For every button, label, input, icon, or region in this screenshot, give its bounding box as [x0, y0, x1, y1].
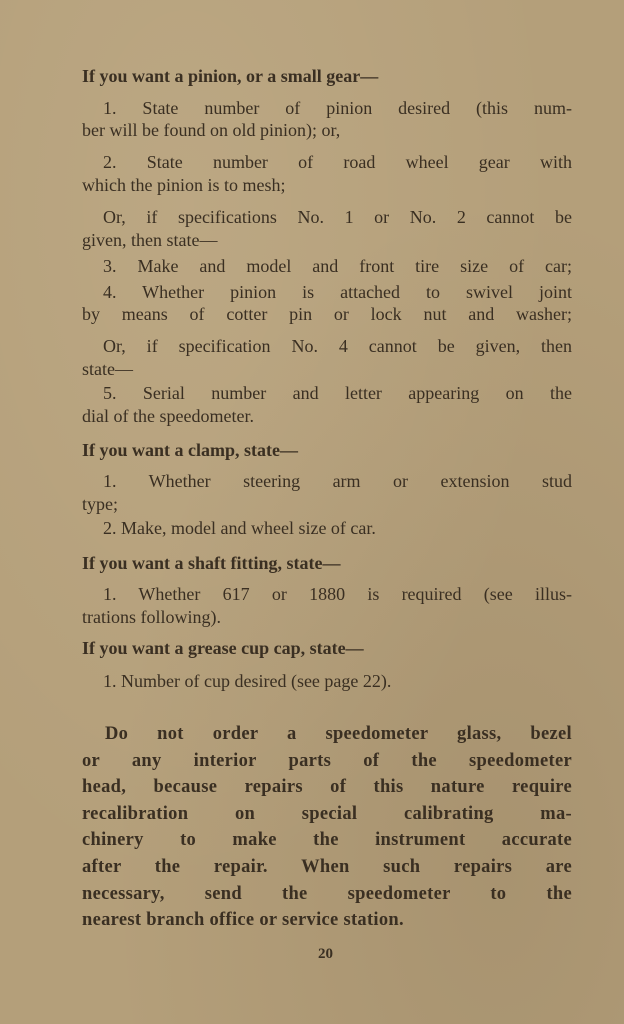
- pinion-item-2-line-1: 2. State number of road wheel gear with: [103, 152, 572, 172]
- clamp-heading: If you want a clamp, state—: [82, 440, 298, 460]
- pinion-item-1-line-2: ber will be found on old pinion); or,: [82, 120, 341, 140]
- pinion-item-4-line-1: 4. Whether pinion is attached to swivel joint: [103, 282, 572, 302]
- notice-line-8: nearest branch office or service station.: [82, 910, 404, 931]
- pinion-or-2-line-2: state—: [82, 359, 133, 379]
- clamp-item-2: 2. Make, model and wheel size of car.: [103, 518, 376, 538]
- notice-line-1: Do not order a speedometer glass, bezel: [105, 724, 572, 744]
- page-number: 20: [318, 946, 333, 962]
- pinion-or-1-line-2: given, then state—: [82, 230, 218, 250]
- pinion-item-5-line-2: dial of the speedometer.: [82, 406, 254, 426]
- notice-line-5: chinery to make the instrument accurate: [82, 830, 572, 851]
- notice-line-3: head, because repairs of this nature require: [82, 777, 572, 798]
- clamp-item-1-line-1: 1. Whether steering arm or extension stud: [103, 471, 572, 491]
- pinion-item-4-line-2: by means of cotter pin or lock nut and washer;: [82, 304, 572, 324]
- pinion-item-5-line-1: 5. Serial number and letter appearing on the: [103, 383, 572, 403]
- pinion-or-2-line-1: Or, if specification No. 4 cannot be given, then: [103, 336, 572, 356]
- notice-line-7: necessary, send the speedometer to the: [82, 883, 572, 904]
- pinion-heading: If you want a pinion, or a small gear—: [82, 66, 379, 86]
- clamp-item-1-line-2: type;: [82, 494, 118, 514]
- shaft-item-1-line-2: trations following).: [82, 607, 221, 627]
- shaft-heading: If you want a shaft fitting, state—: [82, 553, 341, 573]
- shaft-item-1-line-1: 1. Whether 617 or 1880 is required (see illus-: [103, 584, 572, 604]
- pinion-item-2-line-2: which the pinion is to mesh;: [82, 175, 286, 195]
- pinion-item-1-line-1: 1. State number of pinion desired (this num-: [103, 98, 572, 118]
- grease-heading: If you want a grease cup cap, state—: [82, 638, 364, 658]
- notice-line-2: or any interior parts of the speedometer: [82, 750, 572, 771]
- grease-item-1: 1. Number of cup desired (see page 22).: [103, 671, 392, 691]
- notice-line-6: after the repair. When such repairs are: [82, 856, 572, 877]
- pinion-or-1-line-1: Or, if specifications No. 1 or No. 2 cannot be: [103, 207, 572, 227]
- pinion-item-3: 3. Make and model and front tire size of car;: [103, 256, 572, 276]
- notice-line-4: recalibration on special calibrating ma-: [82, 803, 572, 824]
- notice-paragraph: [82, 721, 572, 934]
